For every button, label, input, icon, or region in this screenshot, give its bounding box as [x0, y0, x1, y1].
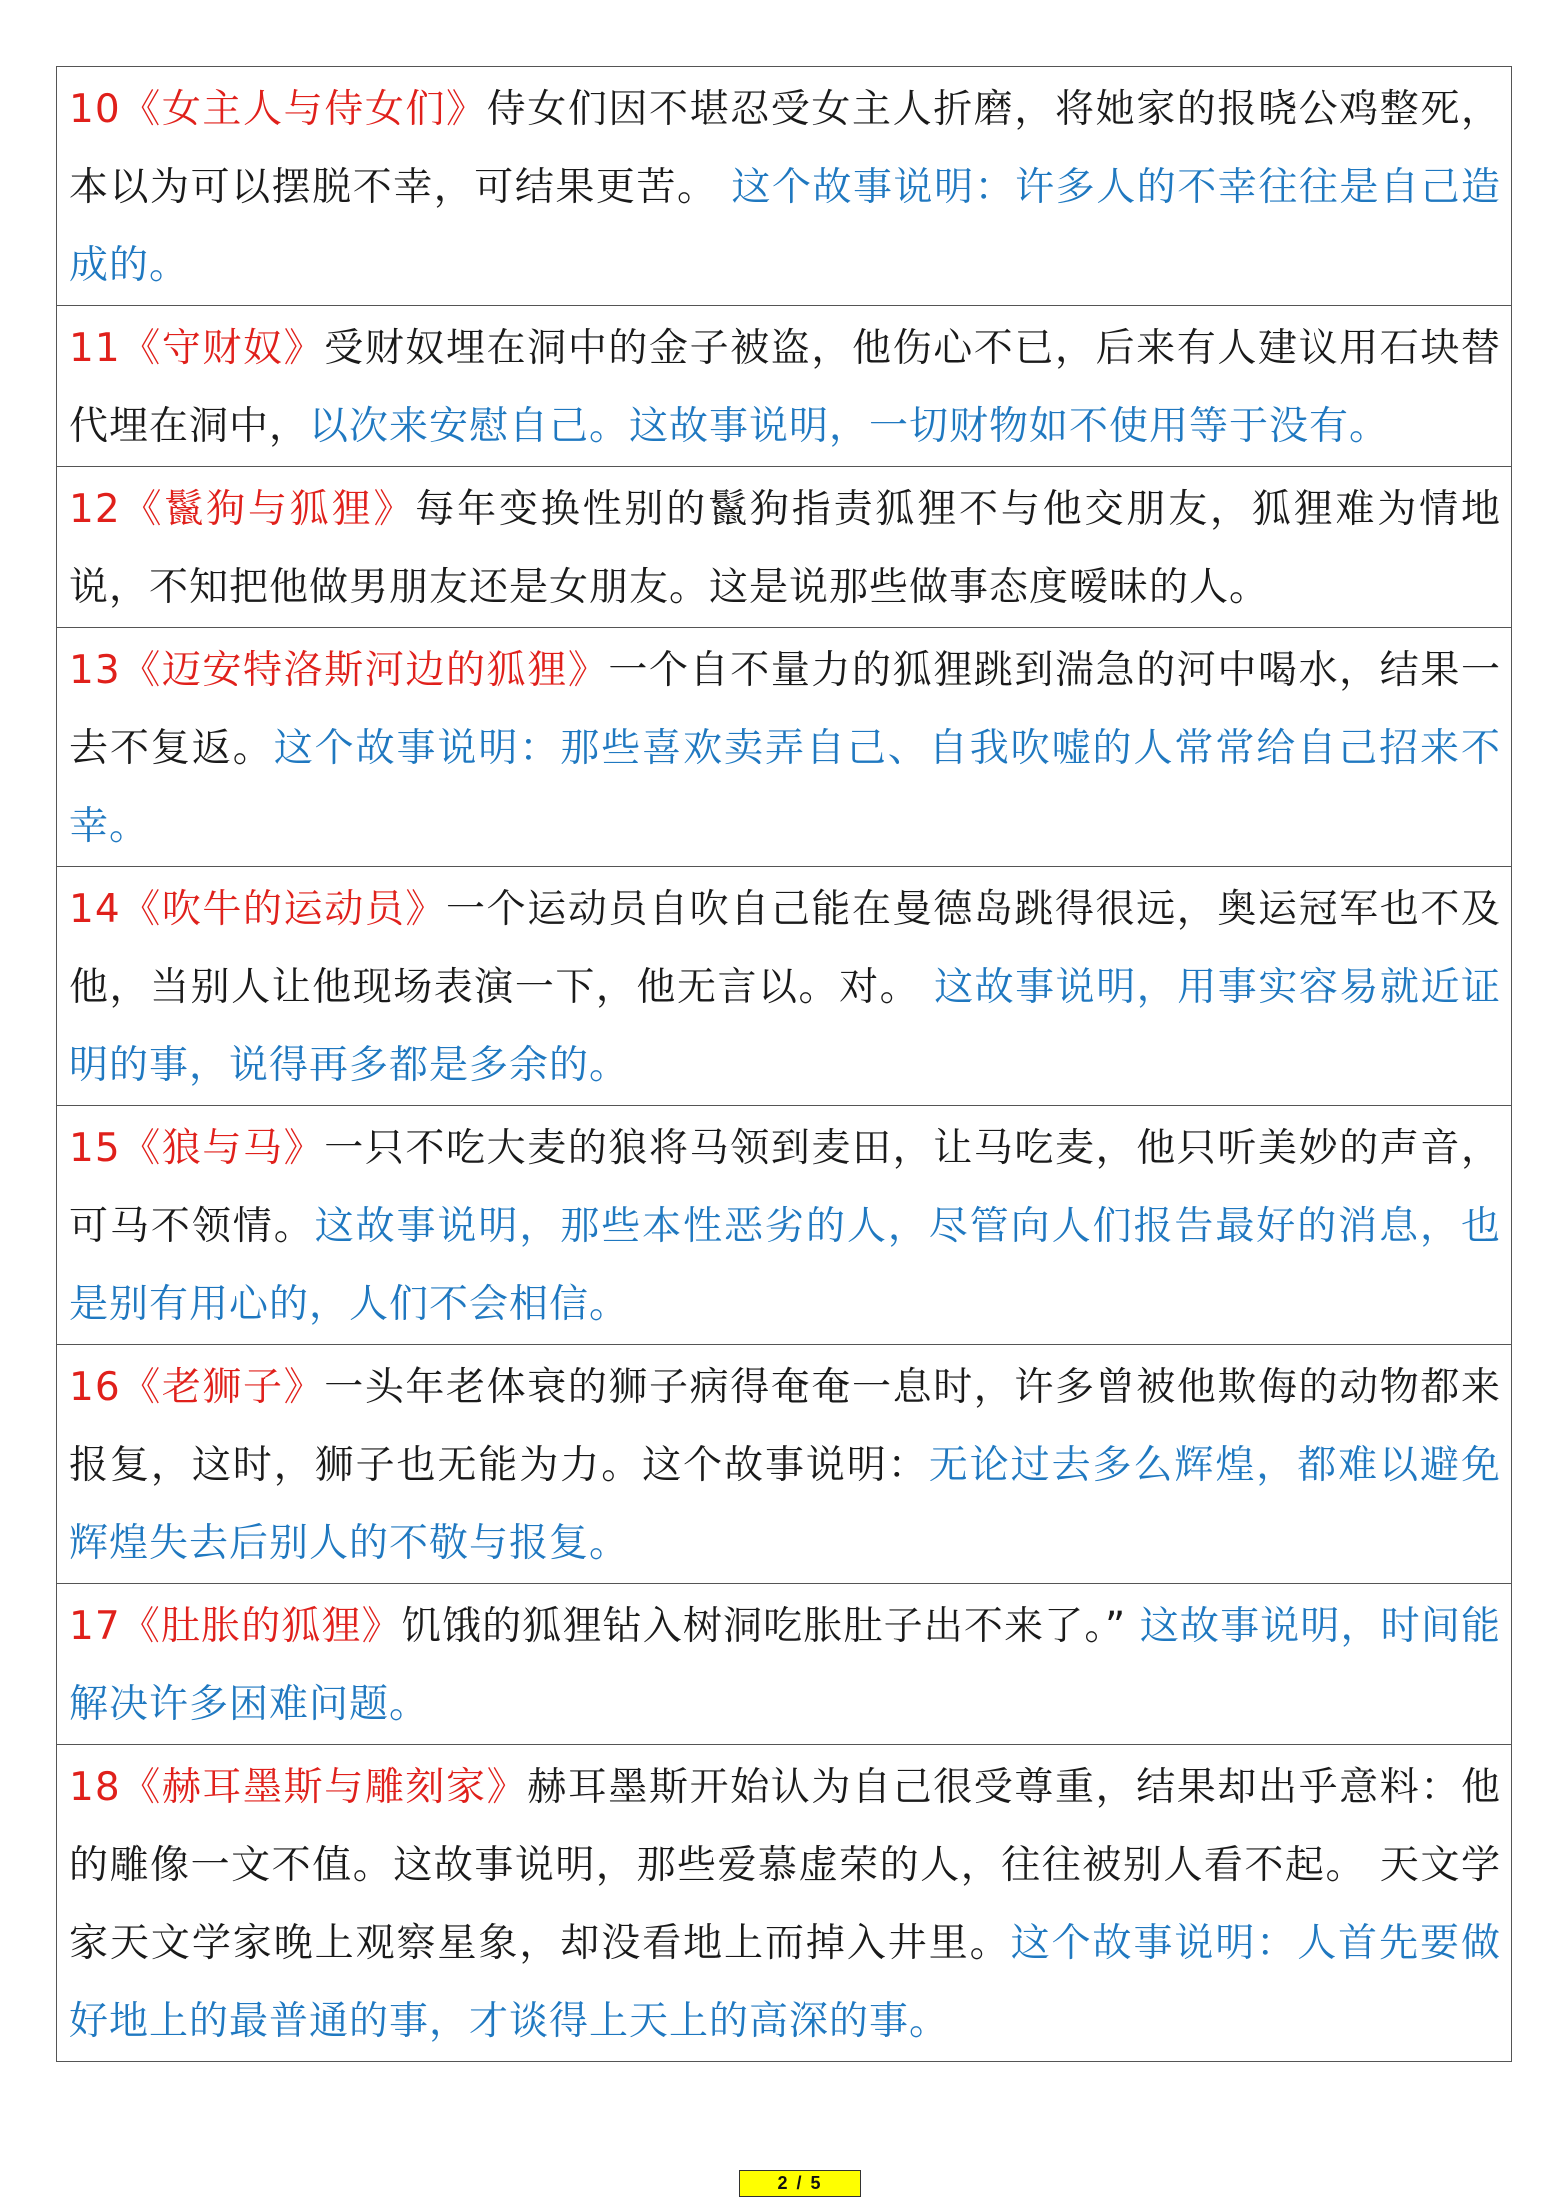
page-indicator: 2 / 5	[739, 2170, 861, 2197]
fable-entry-14	[69, 867, 1501, 1105]
fable-entry-16	[69, 1345, 1501, 1583]
table-row	[57, 1745, 1512, 2062]
fable-title: 《守财奴》	[120, 326, 325, 371]
fable-moral: 这故事说明，时间能解决许多困难问题。	[69, 1604, 1501, 1727]
table-cell	[57, 1745, 1512, 2062]
fable-number: 13	[69, 648, 121, 693]
fable-story: 赫耳墨斯开始认为自己很受尊重，结果却出乎意料：他的雕像一文不值。这故事说明，那些爱慕虚荣的人，往往被别人看不起。 天文学家天文学家晚上观察星象，却没看地上而掉入井里。	[69, 1765, 1501, 1966]
table-row	[57, 628, 1512, 867]
table-row	[57, 67, 1512, 306]
fable-number: 18	[69, 1765, 121, 1810]
fable-title: 《吹牛的运动员》	[120, 887, 447, 932]
fable-number: 16	[69, 1365, 121, 1410]
table-row	[57, 1106, 1512, 1345]
fable-moral: 这个故事说明：那些喜欢卖弄自己、自我吹嘘的人常常给自己招来不幸。	[69, 726, 1501, 849]
fable-title: 《老狮子》	[120, 1365, 325, 1410]
fable-story: 一个运动员自吹自己能在曼德岛跳得很远，奥运冠军也不及他，当别人让他现场表演一下，他无言以。对。	[69, 887, 1501, 1010]
fable-story: 一个自不量力的狐狸跳到湍急的河中喝水，结果一去不复返。	[69, 648, 1501, 771]
fable-title: 《迈安特洛斯河边的狐狸》	[120, 648, 609, 693]
fable-number: 17	[69, 1604, 121, 1649]
table-row	[57, 867, 1512, 1106]
fable-story: 饥饿的狐狸钻入树洞吃胀肚子出不来了。”	[401, 1604, 1127, 1649]
fable-moral: 这故事说明，用事实容易就近证明的事，说得再多都是多余的。	[69, 965, 1501, 1088]
fable-entry-13	[69, 628, 1501, 866]
fable-entry-12	[69, 467, 1501, 627]
fable-story: 一头年老体衰的狮子病得奄奄一息时，许多曾被他欺侮的动物都来报复，这时，狮子也无能为力。这个故事说明：	[69, 1365, 1501, 1488]
fable-title: 《狼与马》	[120, 1126, 325, 1171]
fable-entry-10	[69, 67, 1501, 305]
fable-number: 12	[69, 487, 121, 532]
table-cell	[57, 1345, 1512, 1584]
fable-moral: 以次来安慰自己。这故事说明，一切财物如不使用等于没有。	[309, 404, 1390, 449]
fable-moral: 这个故事说明：许多人的不幸往往是自己造成的。	[69, 165, 1501, 288]
fable-entry-11	[69, 306, 1501, 466]
fable-title: 《女主人与侍女们》	[120, 87, 487, 132]
table-cell	[57, 867, 1512, 1106]
fable-moral: 这故事说明，那些本性恶劣的人，尽管向人们报告最好的消息，也是别有用心的，人们不会相信。	[69, 1204, 1501, 1327]
table-row	[57, 306, 1512, 467]
fable-number: 11	[69, 326, 121, 371]
table-row	[57, 1345, 1512, 1584]
table-cell	[57, 1584, 1512, 1745]
fable-table	[56, 66, 1512, 2062]
table-cell	[57, 306, 1512, 467]
fable-story: 受财奴埋在洞中的金子被盗，他伤心不已，后来有人建议用石块替代埋在洞中，	[69, 326, 1501, 449]
fable-title: 《肚胀的狐狸》	[120, 1604, 402, 1649]
fable-number: 14	[69, 887, 121, 932]
fable-entry-15	[69, 1106, 1501, 1344]
fable-title: 《赫耳墨斯与雕刻家》	[120, 1765, 528, 1810]
table-row	[57, 1584, 1512, 1745]
fable-entry-18	[69, 1745, 1501, 2061]
table-cell	[57, 67, 1512, 306]
fable-story: 每年变换性别的鬣狗指责狐狸不与他交朋友，狐狸难为情地说，不知把他做男朋友还是女朋友。这是说那些做事态度暧昧的人。	[69, 487, 1501, 610]
table-cell	[57, 628, 1512, 867]
fable-entry-17	[69, 1584, 1501, 1744]
fable-story: 一只不吃大麦的狼将马领到麦田，让马吃麦，他只听美妙的声音，可马不领情。	[69, 1126, 1501, 1249]
table-cell	[57, 467, 1512, 628]
fable-story: 侍女们因不堪忍受女主人折磨，将她家的报晓公鸡整死，本以为可以摆脱不幸，可结果更苦。	[69, 87, 1501, 210]
fable-moral: 这个故事说明：人首先要做好地上的最普通的事，才谈得上天上的高深的事。	[69, 1921, 1501, 2044]
fable-title: 《鬣狗与狐狸》	[120, 487, 416, 532]
fable-table-container	[56, 66, 1512, 2062]
fable-number: 10	[69, 87, 121, 132]
fable-number: 15	[69, 1126, 121, 1171]
table-row	[57, 467, 1512, 628]
table-cell	[57, 1106, 1512, 1345]
fable-moral: 无论过去多么辉煌，都难以避免辉煌失去后别人的不敬与报复。	[69, 1443, 1501, 1566]
